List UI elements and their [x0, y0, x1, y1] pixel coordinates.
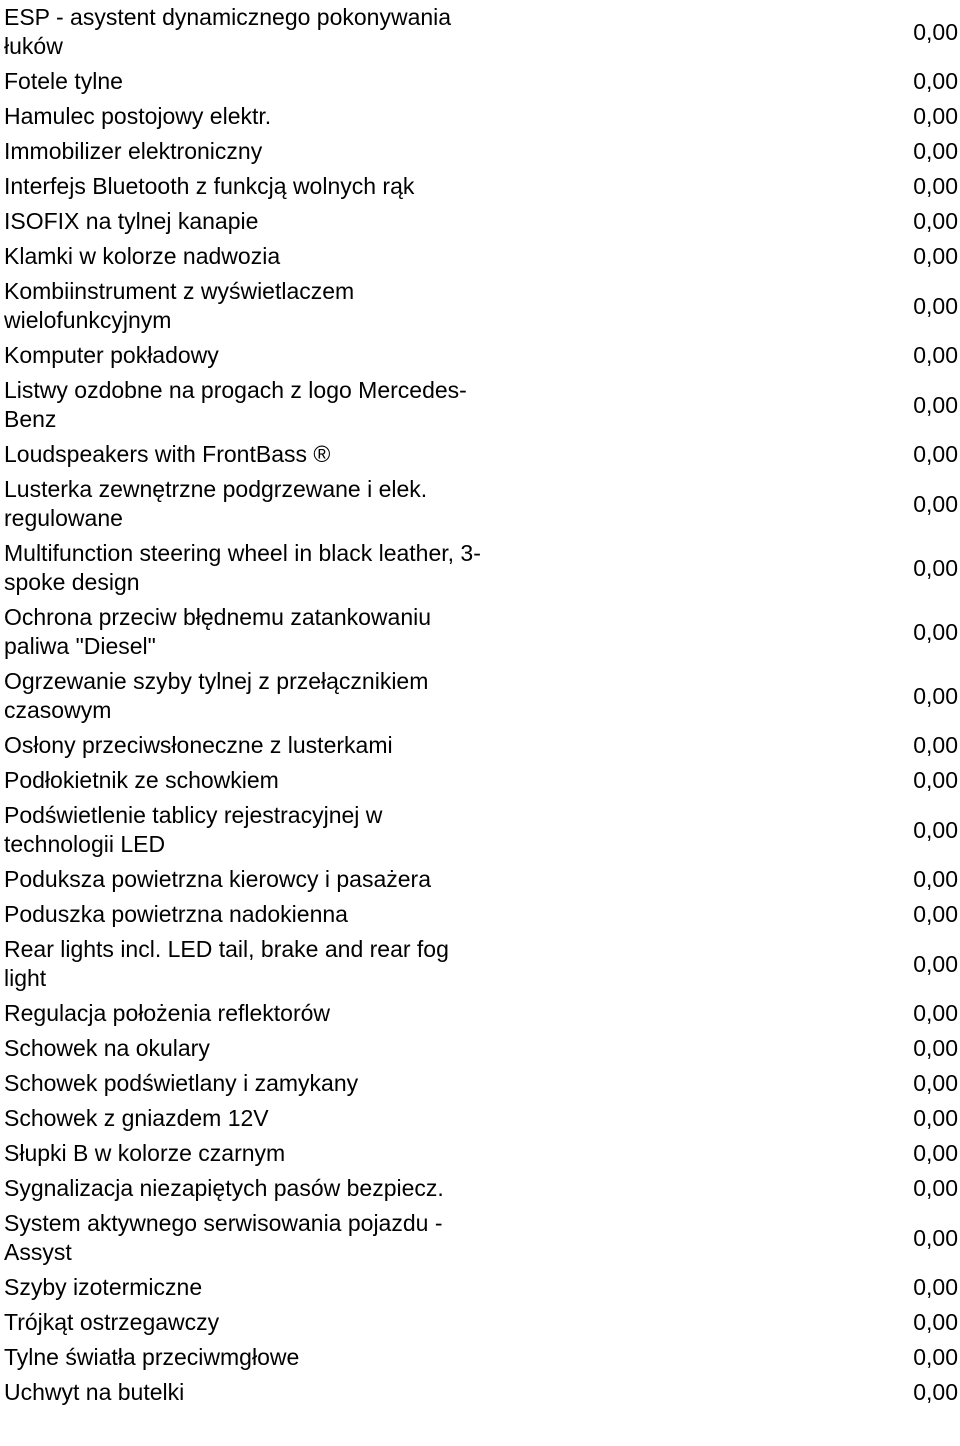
equipment-price: 0,00: [913, 173, 958, 199]
equipment-name: Poduszka powietrzna nadokienna: [4, 901, 348, 927]
equipment-price: 0,00: [913, 292, 958, 319]
equipment-row: [0, 664, 960, 728]
equipment-row: [0, 0, 960, 64]
equipment-price: 0,00: [913, 816, 958, 843]
equipment-price: 0,00: [913, 342, 958, 368]
equipment-price: 0,00: [913, 1000, 958, 1026]
equipment-row: [0, 763, 960, 798]
equipment-row: [0, 99, 960, 134]
equipment-price: 0,00: [913, 866, 958, 892]
equipment-name: Podłokietnik ze schowkiem: [4, 767, 279, 793]
equipment-price: 0,00: [913, 1344, 958, 1370]
equipment-row: [0, 1066, 960, 1101]
equipment-row: [0, 134, 960, 169]
equipment-name: Rear lights incl. LED tail, brake and rear fog light: [4, 936, 449, 991]
equipment-name: Interfejs Bluetooth z funkcją wolnych rąk: [4, 173, 415, 199]
equipment-name: Klamki w kolorze nadwozia: [4, 243, 281, 269]
equipment-price: 0,00: [913, 68, 958, 94]
equipment-name: Słupki B w kolorze czarnym: [4, 1140, 286, 1166]
equipment-name: Fotele tylne: [4, 68, 123, 94]
equipment-name: Podświetlenie tablicy rejestracyjnej w technologii LED: [4, 802, 383, 857]
equipment-name: Poduksza powietrzna kierowcy i pasażera: [4, 866, 431, 892]
equipment-price: 0,00: [913, 1035, 958, 1061]
equipment-row: [0, 1171, 960, 1206]
equipment-name: Loudspeakers with FrontBass ®: [4, 441, 331, 467]
equipment-price: 0,00: [913, 554, 958, 581]
equipment-price: 0,00: [913, 1070, 958, 1096]
equipment-price: 0,00: [913, 767, 958, 793]
equipment-name: Multifunction steering wheel in black leather, 3-spoke design: [4, 540, 481, 595]
equipment-price: 0,00: [913, 1224, 958, 1251]
equipment-price: 0,00: [913, 1379, 958, 1405]
equipment-price: 0,00: [913, 732, 958, 758]
equipment-price: 0,00: [913, 682, 958, 709]
equipment-price: 0,00: [913, 490, 958, 517]
equipment-row: [0, 472, 960, 536]
equipment-price: 0,00: [913, 243, 958, 269]
equipment-price: 0,00: [913, 1309, 958, 1335]
equipment-name: Szyby izotermiczne: [4, 1274, 203, 1300]
equipment-name: Ochrona przeciw błędnemu zatankowaniu paliwa "Diesel": [4, 604, 432, 659]
equipment-row: [0, 1270, 960, 1305]
equipment-price: 0,00: [913, 1274, 958, 1300]
equipment-row: [0, 274, 960, 338]
equipment-row: [0, 1031, 960, 1066]
equipment-row: [0, 536, 960, 600]
equipment-price: 0,00: [913, 1140, 958, 1166]
equipment-price: 0,00: [913, 950, 958, 977]
equipment-name: Immobilizer elektroniczny: [4, 138, 263, 164]
equipment-row: [0, 600, 960, 664]
equipment-name: Osłony przeciwsłoneczne z lusterkami: [4, 732, 393, 758]
equipment-name: ISOFIX na tylnej kanapie: [4, 208, 259, 234]
equipment-row: [0, 437, 960, 472]
equipment-name: Schowek na okulary: [4, 1035, 210, 1061]
equipment-row: [0, 1375, 960, 1410]
equipment-name: Lusterka zewnętrzne podgrzewane i elek. regulowane: [4, 476, 428, 531]
equipment-name: Uchwyt na butelki: [4, 1379, 185, 1405]
equipment-name: Hamulec postojowy elektr.: [4, 103, 272, 129]
equipment-name: Kombiinstrument z wyświetlaczem wielofunkcyjnym: [4, 278, 355, 333]
equipment-row: [0, 1305, 960, 1340]
equipment-name: Tylne światła przeciwmgłowe: [4, 1344, 300, 1370]
equipment-price: 0,00: [913, 901, 958, 927]
equipment-price: 0,00: [913, 618, 958, 645]
equipment-row: [0, 862, 960, 897]
equipment-price: 0,00: [913, 103, 958, 129]
equipment-row: [0, 1101, 960, 1136]
equipment-row: [0, 204, 960, 239]
equipment-row: [0, 798, 960, 862]
equipment-price: 0,00: [913, 18, 958, 45]
equipment-price: 0,00: [913, 441, 958, 467]
equipment-name: Schowek podświetlany i zamykany: [4, 1070, 359, 1096]
equipment-price: 0,00: [913, 1105, 958, 1131]
equipment-price: 0,00: [913, 391, 958, 418]
equipment-row: [0, 932, 960, 996]
equipment-name: Trójkąt ostrzegawczy: [4, 1309, 220, 1335]
equipment-name: Komputer pokładowy: [4, 342, 219, 368]
equipment-row: [0, 239, 960, 274]
equipment-name: Regulacja położenia reflektorów: [4, 1000, 331, 1026]
equipment-row: [0, 338, 960, 373]
equipment-price: 0,00: [913, 208, 958, 234]
equipment-row: [0, 1340, 960, 1375]
equipment-row: [0, 373, 960, 437]
equipment-row: [0, 1206, 960, 1270]
equipment-row: [0, 728, 960, 763]
equipment-name: Listwy ozdobne na progach z logo Mercedes-Benz: [4, 377, 467, 432]
equipment-name: ESP - asystent dynamicznego pokonywania łuków: [4, 4, 452, 59]
equipment-name: Sygnalizacja niezapiętych pasów bezpiecz.: [4, 1175, 444, 1201]
equipment-name: Schowek z gniazdem 12V: [4, 1105, 269, 1131]
equipment-row: [0, 996, 960, 1031]
equipment-row: [0, 64, 960, 99]
equipment-row: [0, 169, 960, 204]
equipment-name: Ogrzewanie szyby tylnej z przełącznikiem czasowym: [4, 668, 429, 723]
equipment-price: 0,00: [913, 1175, 958, 1201]
equipment-row: [0, 897, 960, 932]
equipment-name: System aktywnego serwisowania pojazdu - Assyst: [4, 1210, 443, 1265]
equipment-price: 0,00: [913, 138, 958, 164]
equipment-row: [0, 1136, 960, 1171]
